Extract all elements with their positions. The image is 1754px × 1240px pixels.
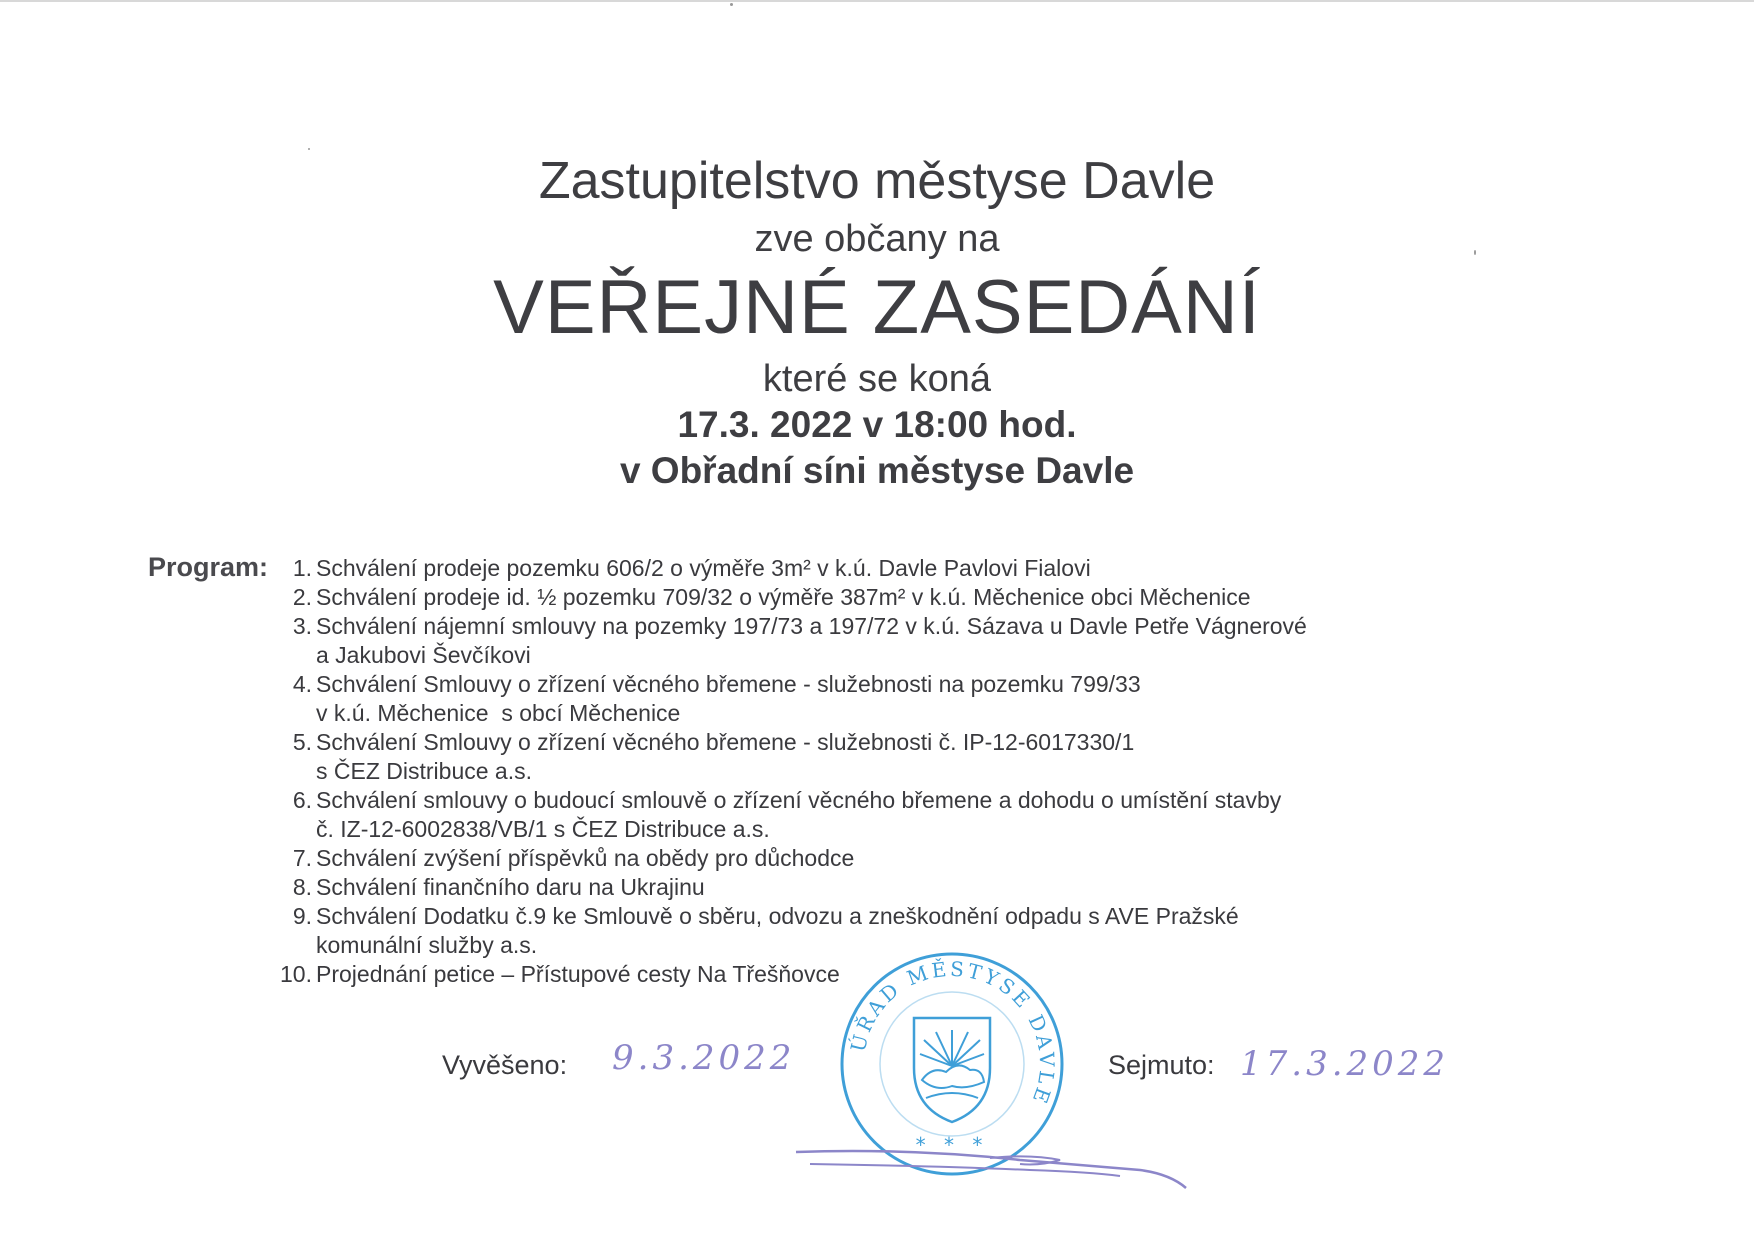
document-header xyxy=(0,150,1754,494)
agenda-item-text-continued: s ČEZ Distribuce a.s. xyxy=(316,758,532,784)
agenda-item-number: 10. xyxy=(280,961,312,987)
agenda-item-text: Schválení Dodatku č.9 ke Smlouvě o sběru, odvozu a zneškodnění odpadu s AVE Pražské xyxy=(316,903,1239,929)
meeting-date: 17.3. 2022 v 18:00 hod. xyxy=(677,404,1077,445)
agenda-item-number: 7. xyxy=(292,845,312,871)
agenda-item-number: 4. xyxy=(292,671,312,697)
held-line: které se koná xyxy=(762,358,992,400)
stamp-stars: * * * xyxy=(915,1133,989,1157)
agenda-item xyxy=(272,873,1472,902)
agenda-item xyxy=(272,844,1472,873)
agenda-item-text: Schválení prodeje id. ½ pozemku 709/32 o výměře 387m² v k.ú. Měchenice obci Měchenice xyxy=(316,584,1251,610)
agenda-item-text-continued: komunální služby a.s. xyxy=(316,932,538,958)
agenda-item xyxy=(272,612,1472,670)
agenda-item-number: 2. xyxy=(292,584,312,610)
stamp-text: ÚŘAD MĚSTYSE DAVLE xyxy=(845,956,1060,1110)
agenda-list xyxy=(272,554,1472,989)
scan-speck xyxy=(730,3,733,6)
meeting-place: v Obřadní síni městyse Davle xyxy=(619,450,1135,491)
agenda-item-text: Schválení Smlouvy o zřízení věcného břemene - služebnosti č. IP-12-6017330/1 xyxy=(316,729,1135,755)
invitation-line: zve občany na xyxy=(754,218,1000,260)
page-top-edge xyxy=(0,0,1754,2)
agenda-item xyxy=(272,554,1472,583)
sun-rays-icon xyxy=(920,1030,984,1066)
agenda-item-number: 5. xyxy=(292,729,312,755)
agenda-item xyxy=(272,670,1472,728)
agenda-item-number: 3. xyxy=(292,613,312,639)
agenda-item-number: 8. xyxy=(292,874,312,900)
signature-stroke xyxy=(810,1164,1120,1176)
removed-label: Sejmuto: xyxy=(1108,1050,1215,1080)
agenda-item xyxy=(272,728,1472,786)
posted-label: Vyvěšeno: xyxy=(442,1050,568,1080)
agenda-item-text-continued: č. IZ-12-6002838/VB/1 s ČEZ Distribuce a.s. xyxy=(316,816,770,842)
agenda-item xyxy=(272,786,1472,844)
program-label: Program: xyxy=(148,552,269,582)
agenda-item-number: 6. xyxy=(292,787,312,813)
meeting-heading: VEŘEJNÉ ZASEDÁNÍ xyxy=(493,265,1261,350)
agenda-item-text-continued: a Jakubovi Ševčíkovi xyxy=(316,642,531,668)
agenda-item-text: Schválení zvýšení příspěvků na obědy pro důchodce xyxy=(316,845,855,871)
water-wave-icon xyxy=(926,1093,978,1098)
handwritten-signature xyxy=(790,1130,1190,1210)
removed-date-handwritten: 17.3.2022 xyxy=(1240,1044,1450,1084)
agenda-item xyxy=(272,583,1472,612)
agenda-item-number: 1. xyxy=(292,555,312,581)
posted-date-handwritten: 9.3.2022 xyxy=(612,1038,796,1078)
agenda-item-text: Schválení prodeje pozemku 606/2 o výměře 3m² v k.ú. Davle Pavlovi Fialovi xyxy=(316,555,1091,581)
agenda-item-text: Projednání petice – Přístupové cesty Na Třešňovce xyxy=(316,961,840,987)
agenda-item-number: 9. xyxy=(292,903,312,929)
agenda-item-text: Schválení Smlouvy o zřízení věcného břemene - služebnosti na pozemku 799/33 xyxy=(316,671,1141,697)
agenda-item-text-continued: v k.ú. Měchenice s obcí Měchenice xyxy=(316,700,681,726)
beaver-emblem-icon xyxy=(922,1065,984,1088)
agenda-item-text: Schválení smlouvy o budoucí smlouvě o zřízení věcného břemene a dohodu o umístění stavby xyxy=(316,787,1282,813)
council-title: Zastupitelstvo městyse Davle xyxy=(538,152,1216,210)
signature-stroke xyxy=(796,1151,1186,1188)
agenda-item-text: Schválení nájemní smlouvy na pozemky 197/73 a 197/72 v k.ú. Sázava u Davle Petře Vágnerové xyxy=(316,613,1307,639)
agenda-item-text: Schválení finančního daru na Ukrajinu xyxy=(316,874,705,900)
